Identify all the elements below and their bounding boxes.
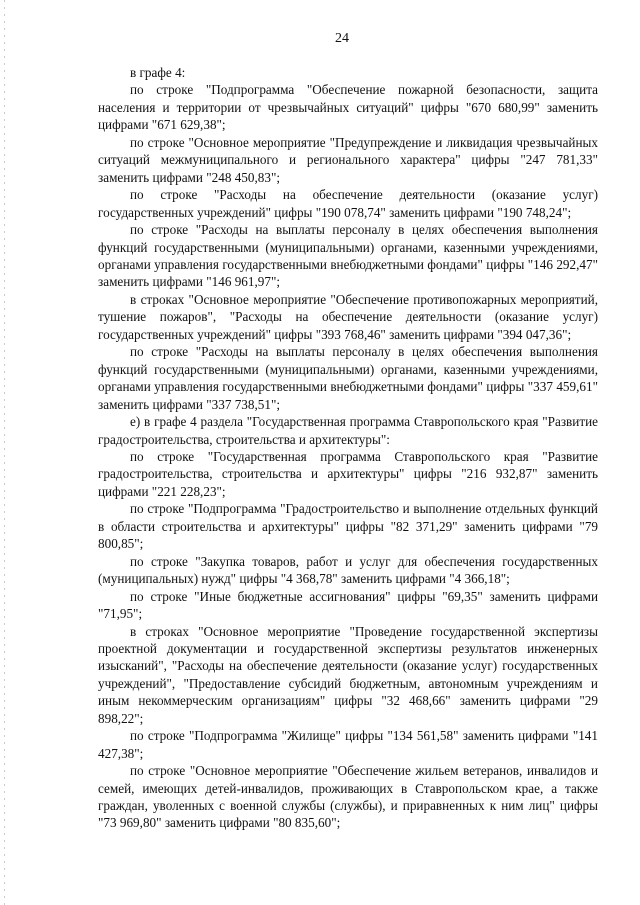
scan-edge-mark: [4, 0, 5, 905]
paragraph: по строке "Расходы на выплаты персоналу в целях обеспечения выполнения функций государственными (муниципальными) органами, казенными учреждениями, органами управления государственными внебюджетными фондами" цифры "146 292,47" заменить цифрами "146 961,97";: [98, 222, 598, 290]
page-number: 24: [335, 31, 349, 46]
paragraph: по строке "Основное мероприятие "Предупреждение и ликвидация чрезвычайных ситуаций межмуниципального и регионального характера" цифры "247 781,33" заменить цифрами "248 450,83";: [98, 134, 598, 185]
paragraph: по строке "Закупка товаров, работ и услуг для обеспечения государственных (муниципальных) нужд" цифры "4 368,78" заменить цифрами "4 366,18";: [98, 553, 598, 587]
paragraph: е) в графе 4 раздела "Государственная программа Ставропольского края "Развитие градостроительства, строительства и архитектуры":: [98, 414, 598, 447]
paragraph: по строке "Подпрограмма "Обеспечение пожарной безопасности, защита населения и территории от чрезвычайных ситуаций" цифры "670 680,99" заменить цифрами "671 629,38";: [98, 82, 598, 133]
paragraph: в строках "Основное мероприятие "Проведение государственной экспертизы проектной документации и государственной экспертизы результатов инженерных изысканий", "Расходы на обеспечение деятельности (оказание услуг) государственных учреждений", "Предоставление субсидий бюджетным, автономным учреждениям и иным некоммерческим организациям" цифры "32 468,66" заменить цифрами "29 898,22";: [98, 623, 598, 726]
paragraph: в строках "Основное мероприятие "Обеспечение противопожарных мероприятий, тушение пожаров", "Расходы на обеспечение деятельности (оказание услуг) государственных учреждений" цифры "393 768,46" заменить цифрами "394 047,36";: [98, 291, 598, 342]
paragraph: по строке "Государственная программа Ставропольского края "Развитие градостроительства, строительства и архитектуры" цифры "216 932,87" заменить цифрами "221 228,23";: [98, 448, 598, 499]
paragraph: по строке "Расходы на выплаты персоналу в целях обеспечения выполнения функций государственными (муниципальными) органами, казенными учреждениями, органами управления государственными внебюджетными фондами" цифры "337 459,61" заменить цифрами "337 738,51";: [98, 344, 598, 412]
document-body: [98, 64, 598, 832]
paragraph: по строке "Основное мероприятие "Обеспечение жильем ветеранов, инвалидов и семей, имеющих детей-инвалидов, проживающих в Ставропольском крае, а также граждан, уволенных с военной службы (службы), и приравненных к ним лиц" цифры "73 969,80" заменить цифрами "80 835,60";: [98, 763, 598, 831]
paragraph: в графе 4:: [130, 65, 186, 80]
paragraph: по строке "Расходы на обеспечение деятельности (оказание услуг) государственных учреждений" цифры "190 078,74" заменить цифрами "190 748,24";: [98, 187, 598, 220]
paragraph: по строке "Подпрограмма "Жилище" цифры "134 561,58" заменить цифрами "141 427,38";: [98, 728, 598, 761]
paragraph: по строке "Подпрограмма "Градостроительство и выполнение отдельных функций в области строительства и архитектуры" цифры "82 371,29" заменить цифрами "79 800,85";: [98, 501, 598, 552]
paragraph: по строке "Иные бюджетные ассигнования" цифры "69,35" заменить цифрами "71,95";: [98, 588, 598, 622]
